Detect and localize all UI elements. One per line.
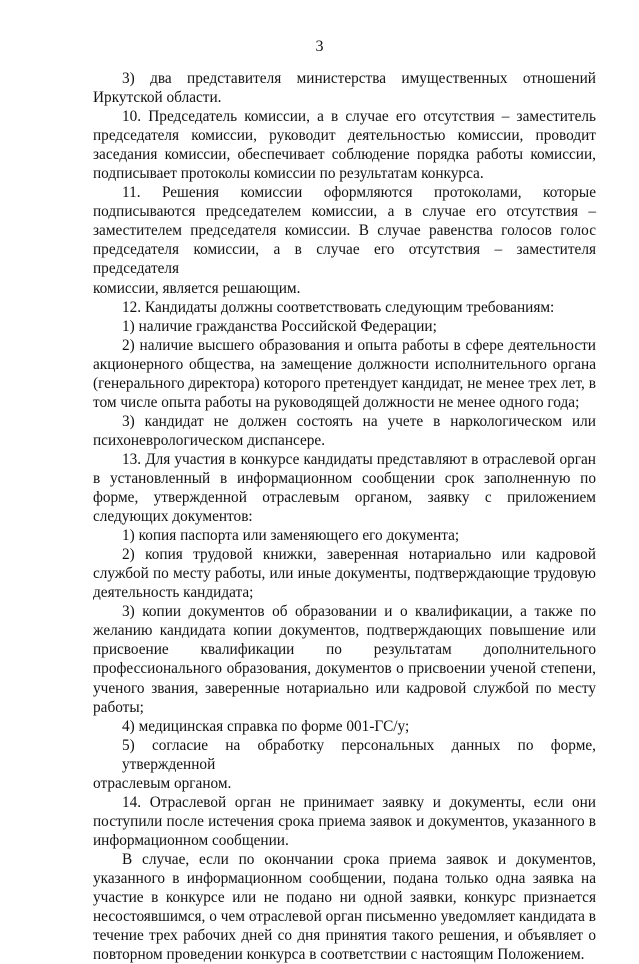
text-line: форме, утвержденной отраслевым органом, заявку с приложением <box>93 489 596 507</box>
text-line: службой по месту работы, или иные документы, подтверждающие трудовую <box>93 565 596 583</box>
text-line: 2) наличие высшего образования и опыта работы в сфере деятельности <box>122 336 596 354</box>
text-line: следующих документов: <box>93 508 253 526</box>
text-line: 5) согласие на обработку персональных данных по форме, утвержденной <box>122 736 596 773</box>
text-line: том числе опыта работы на руководящей должности не менее одного года; <box>93 393 580 411</box>
text-line: В случае, если по окончании срока приема заявок и документов, <box>122 850 596 868</box>
text-line: 2) копия трудовой книжки, заверенная нотариально или кадровой <box>122 546 596 564</box>
text-line: подписывает протоколы комиссии по результатам конкурса. <box>93 165 484 183</box>
text-line: 3) кандидат не должен состоять на учете в наркологическом или <box>122 412 596 430</box>
text-line: акционерного общества, на замещение должности исполнительного органа <box>93 355 596 373</box>
text-line: комиссии, является решающим. <box>93 279 301 297</box>
text-line: отраслевым органом. <box>93 774 232 792</box>
text-line: желанию кандидата копии документов, подтверждающих повышение или <box>93 622 596 640</box>
text-line: несостоявшимся, о чем отраслевой орган письменно уведомляет кандидата в <box>93 908 596 926</box>
text-line: 1) копия паспорта или заменяющего его документа; <box>122 527 460 545</box>
text-line: председателя комиссии, а в случае его отсутствия – заместителя председателя <box>93 241 596 278</box>
text-line: председателя комиссии, руководит деятельностью комиссии, проводит <box>93 127 596 145</box>
text-line: подписываются председателем комиссии, а в случае его отсутствия – <box>93 203 596 221</box>
text-line: 4) медицинская справка по форме 001-ГС/у; <box>122 717 410 735</box>
text-line: психоневрологическом диспансере. <box>93 431 326 449</box>
text-line: деятельность кандидата; <box>93 584 254 602</box>
text-line: 3) два представителя министерства имущественных отношений <box>122 70 596 87</box>
text-line: профессионального образования, документов о присвоении ученой степени, <box>93 660 596 678</box>
text-line: 10. Председатель комиссии, а в случае его отсутствия – заместитель <box>122 108 596 126</box>
text-line: ученого звания, заверенные нотариально или кадровой службой по месту <box>93 679 596 697</box>
text-line: Иркутской области. <box>93 89 222 107</box>
text-line: 12. Кандидаты должны соответствовать следующим требованиям: <box>122 298 555 316</box>
text-line: 11. Решения комиссии оформляются протоколами, которые <box>122 184 596 202</box>
text-line: 1) наличие гражданства Российской Федерации; <box>122 317 437 335</box>
text-line: повторном проведении конкурса в соответствии с настоящим Положением. <box>93 946 585 964</box>
text-line: указанного в информационном сообщении, подана только одна заявка на <box>93 869 596 887</box>
page-number: 3 <box>315 38 324 55</box>
text-line: 3) копии документов об образовании и о квалификации, а также по <box>122 603 596 621</box>
text-line: 14. Отраслевой орган не принимает заявку и документы, если они <box>122 793 596 811</box>
text-line: в установленный в информационном сообщении срок заполненную по <box>93 469 596 487</box>
text-line: работы; <box>93 698 144 716</box>
text-line: течение трех рабочих дней со дня принятия такого решения, и объявляет о <box>93 927 596 945</box>
text-line: поступили после истечения срока приема заявок и документов, указанного в <box>93 812 596 830</box>
text-line: 13. Для участия в конкурсе кандидаты представляют в отраслевой орган <box>122 450 596 468</box>
text-line: заседания комиссии, обеспечивает соблюдение порядка работы комиссии, <box>93 146 596 164</box>
text-line: присвоение квалификации по результатам дополнительного <box>93 641 596 659</box>
text-line: участие в конкурсе или не подано ни одной заявки, конкурс признается <box>93 889 596 907</box>
text-line: заместителем председателя комиссии. В случае равенства голосов голос <box>93 222 596 240</box>
document-body <box>93 69 596 964</box>
text-line: информационном сообщении. <box>93 831 289 849</box>
text-line: (генерального директора) которого претендует кандидат, не менее трех лет, в <box>93 374 596 392</box>
